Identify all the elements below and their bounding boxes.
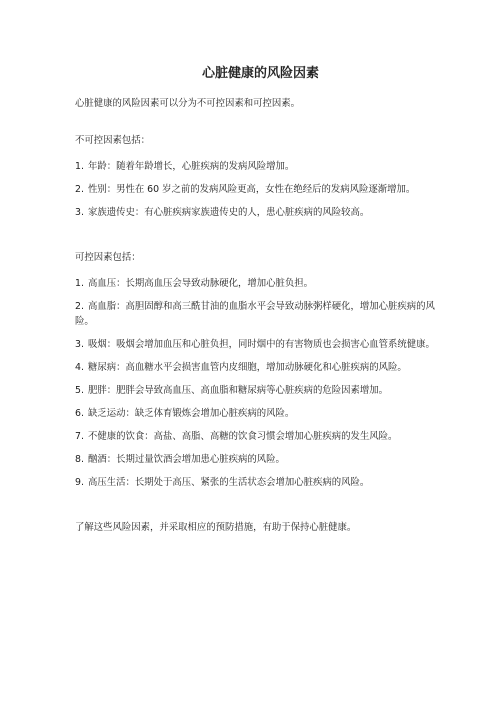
item-number: 2. <box>75 301 84 312</box>
list-item <box>75 452 438 467</box>
item-number: 8. <box>75 454 84 465</box>
item-text: 糖尿病：高血糖水平会损害血管内皮细胞，增加动脉硬化和心脏疾病的风险。 <box>87 362 407 373</box>
item-number: 1. <box>75 161 84 172</box>
list-item <box>75 383 438 398</box>
item-text: 缺乏运动：缺乏体育锻炼会增加心脏疾病的风险。 <box>87 408 295 419</box>
item-number: 2. <box>75 184 84 195</box>
uncontrollable-list <box>75 159 438 220</box>
item-text: 性别：男性在 60 岁之前的发病风险更高，女性在绝经后的发病风险逐渐增加。 <box>87 184 416 195</box>
item-text: 年龄：随着年龄增长，心脏疾病的发病风险增加。 <box>87 161 295 172</box>
spacer <box>75 265 438 276</box>
item-text: 不健康的饮食：高盐、高脂、高糖的饮食习惯会增加心脏疾病的发生风险。 <box>87 431 398 442</box>
item-text: 高血脂：高胆固醇和高三酰甘油的血脂水平会导致动脉粥样硬化，增加心脏疾病的风险。 <box>75 301 435 327</box>
list-item <box>75 299 438 329</box>
conclusion-paragraph: 了解这些风险因素，并采取相应的预防措施，有助于保持心脏健康。 <box>75 522 357 533</box>
list-item <box>75 360 438 375</box>
item-number: 5. <box>75 385 84 396</box>
list-item <box>75 205 438 220</box>
item-number: 6. <box>75 408 84 419</box>
list-item <box>75 475 438 490</box>
item-text: 家族遗传史：有心脏疾病家族遗传史的人，患心脏疾病的风险较高。 <box>87 207 370 218</box>
item-text: 高血压：长期高血压会导致动脉硬化，增加心脏负担。 <box>87 278 313 289</box>
item-text: 吸烟：吸烟会增加血压和心脏负担，同时烟中的有害物质也会损害心血管系统健康。 <box>87 339 435 350</box>
item-number: 3. <box>75 339 84 350</box>
spacer <box>75 228 438 251</box>
item-number: 4. <box>75 362 84 373</box>
item-number: 7. <box>75 431 84 442</box>
list-item <box>75 429 438 444</box>
uncontrollable-heading: 不可控因素包括： <box>75 135 151 146</box>
list-item <box>75 406 438 421</box>
item-number: 1. <box>75 278 84 289</box>
list-item <box>75 182 438 197</box>
controllable-heading: 可控因素包括： <box>75 252 141 263</box>
spacer <box>75 148 438 159</box>
item-number: 9. <box>75 477 84 488</box>
item-text: 酗酒：长期过量饮酒会增加患心脏疾病的风险。 <box>87 454 285 465</box>
item-number: 3. <box>75 207 84 218</box>
item-text: 高压生活：长期处于高压、紧张的生活状态会增加心脏疾病的风险。 <box>87 477 370 488</box>
list-item <box>75 159 438 174</box>
intro-paragraph: 心脏健康的风险因素可以分为不可控因素和可控因素。 <box>75 98 301 109</box>
spacer <box>75 111 438 134</box>
controllable-list <box>75 276 438 490</box>
list-item <box>75 337 438 352</box>
spacer <box>75 498 438 521</box>
document-title: 心脏健康的风险因素 <box>201 66 319 81</box>
list-item <box>75 276 438 291</box>
item-text: 肥胖：肥胖会导致高血压、高血脂和糖尿病等心脏疾病的危险因素增加。 <box>87 385 388 396</box>
